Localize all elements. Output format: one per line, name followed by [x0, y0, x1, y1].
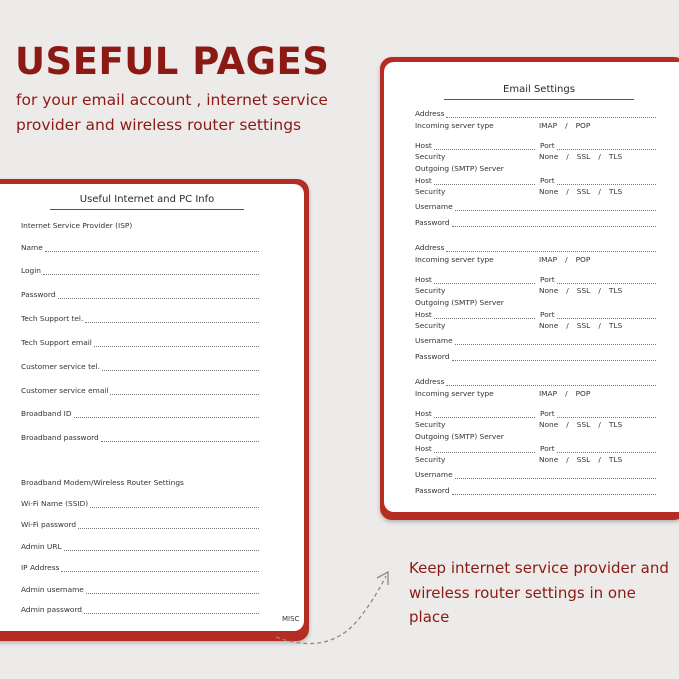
- outgoing-security-options-option: /: [566, 455, 569, 464]
- outgoing-security-options-option: None: [539, 321, 559, 330]
- email-settings-title-underline: [444, 99, 634, 100]
- email-password-field-line[interactable]: [452, 354, 656, 361]
- isp-field-line[interactable]: [58, 292, 259, 299]
- outgoing-host-field: [415, 176, 535, 185]
- outgoing-security-label: Security: [415, 321, 446, 330]
- isp-field: [21, 314, 259, 323]
- isp-field: [21, 290, 259, 299]
- outgoing-host-field-line[interactable]: [434, 178, 535, 185]
- router-field: [21, 520, 259, 529]
- incoming-type-options-option: IMAP: [539, 121, 558, 130]
- incoming-security-options-option: TLS: [608, 152, 623, 161]
- incoming-port-field-label: Port: [540, 275, 555, 284]
- incoming-port-field: [540, 141, 656, 150]
- outgoing-host-field: [415, 444, 535, 453]
- outgoing-port-field-line[interactable]: [557, 446, 656, 453]
- incoming-type-options-option: POP: [575, 389, 591, 398]
- router-field: [21, 605, 259, 614]
- isp-field-line[interactable]: [43, 268, 259, 275]
- email-settings-title: Email Settings: [503, 84, 575, 95]
- email-address-field: [415, 243, 656, 252]
- isp-field: [21, 386, 259, 395]
- isp-field-label: Login: [21, 266, 41, 275]
- incoming-host-field-line[interactable]: [434, 143, 535, 150]
- incoming-type-options-option: /: [565, 121, 568, 130]
- outgoing-security-options: [539, 187, 626, 196]
- isp-field-line[interactable]: [101, 435, 259, 442]
- internet-info-title: Useful Internet and PC Info: [79, 194, 215, 205]
- outgoing-server-label: Outgoing (SMTP) Server: [415, 164, 504, 173]
- router-field-line[interactable]: [64, 544, 259, 551]
- isp-field-label: Password: [21, 290, 56, 299]
- incoming-port-field: [540, 275, 656, 284]
- outgoing-security-options-option: None: [539, 187, 559, 196]
- email-password-field-line[interactable]: [452, 488, 656, 495]
- email-password-field: [415, 352, 656, 361]
- incoming-security-label: Security: [415, 152, 446, 161]
- outgoing-security-options-option: SSL: [576, 187, 591, 196]
- incoming-port-field-line[interactable]: [557, 277, 656, 284]
- isp-field: [21, 243, 259, 252]
- isp-field-label: Broadband ID: [21, 409, 72, 418]
- incoming-type-options-option: IMAP: [539, 389, 558, 398]
- incoming-host-field-label: Host: [415, 275, 432, 284]
- email-address-field-label: Address: [415, 377, 445, 386]
- isp-field-line[interactable]: [45, 245, 259, 252]
- incoming-type-options: [539, 255, 594, 264]
- router-field-label: Admin URL: [21, 542, 62, 551]
- router-field: [21, 499, 259, 508]
- outgoing-security-options-option: /: [598, 187, 601, 196]
- isp-field-label: Customer service email: [21, 386, 109, 395]
- incoming-security-options-option: /: [598, 152, 601, 161]
- incoming-port-field-line[interactable]: [557, 143, 656, 150]
- outgoing-host-field: [415, 310, 535, 319]
- internet-info-notebook: [0, 179, 309, 641]
- incoming-server-type-label: Incoming server type: [415, 255, 494, 264]
- isp-field-line[interactable]: [85, 316, 259, 323]
- isp-field-line[interactable]: [102, 364, 259, 371]
- incoming-security-options-option: TLS: [608, 286, 623, 295]
- isp-field-line[interactable]: [110, 388, 259, 395]
- outgoing-host-field-line[interactable]: [434, 446, 535, 453]
- outgoing-security-options-option: /: [566, 187, 569, 196]
- email-password-field-label: Password: [415, 218, 450, 227]
- router-field-label: Wi-Fi Name (SSID): [21, 499, 89, 508]
- incoming-security-options-option: None: [539, 152, 559, 161]
- email-password-field-label: Password: [415, 486, 450, 495]
- isp-field: [21, 266, 259, 275]
- incoming-security-options: [539, 286, 626, 295]
- isp-field: [21, 338, 259, 347]
- outgoing-security-options: [539, 455, 626, 464]
- incoming-host-field-line[interactable]: [434, 411, 535, 418]
- incoming-type-options-option: /: [565, 255, 568, 264]
- outgoing-port-field: [540, 176, 656, 185]
- router-field-line[interactable]: [61, 565, 259, 572]
- router-field: [21, 563, 259, 572]
- incoming-security-options-option: /: [566, 152, 569, 161]
- outgoing-port-field: [540, 310, 656, 319]
- outgoing-host-field-label: Host: [415, 444, 432, 453]
- email-username-field-line[interactable]: [455, 472, 656, 479]
- outgoing-port-field-label: Port: [540, 444, 555, 453]
- router-field-label: Admin password: [21, 605, 82, 614]
- incoming-type-options-option: POP: [575, 255, 591, 264]
- incoming-security-options: [539, 152, 626, 161]
- isp-field-label: Broadband password: [21, 433, 99, 442]
- outgoing-security-options-option: /: [598, 321, 601, 330]
- outgoing-security-options-option: SSL: [576, 321, 591, 330]
- email-username-field: [415, 470, 656, 479]
- incoming-host-field-label: Host: [415, 141, 432, 150]
- email-password-field: [415, 218, 656, 227]
- router-field-line[interactable]: [78, 522, 259, 529]
- page-headline: USEFUL PAGES: [15, 40, 330, 83]
- incoming-security-options-option: /: [598, 286, 601, 295]
- misc-tab-label: MISC: [282, 615, 300, 623]
- incoming-security-options-option: TLS: [608, 420, 623, 429]
- email-address-field-label: Address: [415, 109, 445, 118]
- isp-field-label: Tech Support tel.: [21, 314, 84, 323]
- router-heading: Broadband Modem/Wireless Router Settings: [21, 478, 184, 487]
- email-settings-notebook: [380, 57, 679, 520]
- incoming-type-options: [539, 121, 594, 130]
- email-address-field: [415, 109, 656, 118]
- dashed-curved-arrow-icon: [270, 560, 410, 650]
- incoming-security-options-option: /: [598, 420, 601, 429]
- incoming-security-options-option: SSL: [576, 152, 591, 161]
- incoming-port-field: [540, 409, 656, 418]
- router-field-line[interactable]: [90, 501, 259, 508]
- isp-field-label: Name: [21, 243, 43, 252]
- incoming-type-options: [539, 389, 594, 398]
- outgoing-security-label: Security: [415, 187, 446, 196]
- email-password-field-line[interactable]: [452, 220, 656, 227]
- outgoing-security-options: [539, 321, 626, 330]
- outgoing-port-field-line[interactable]: [557, 178, 656, 185]
- router-field-label: IP Address: [21, 563, 60, 572]
- incoming-security-options-option: None: [539, 420, 559, 429]
- incoming-security-options-option: SSL: [576, 420, 591, 429]
- incoming-host-field: [415, 275, 535, 284]
- isp-field-line[interactable]: [94, 340, 259, 347]
- email-address-field-line[interactable]: [446, 111, 656, 118]
- incoming-host-field: [415, 141, 535, 150]
- router-field: [21, 585, 259, 594]
- email-username-field: [415, 336, 656, 345]
- isp-field-label: Customer service tel.: [21, 362, 100, 371]
- email-settings-page: [384, 62, 679, 512]
- isp-field: [21, 433, 259, 442]
- incoming-security-options-option: /: [566, 420, 569, 429]
- isp-field-line[interactable]: [74, 411, 259, 418]
- outgoing-security-options-option: /: [566, 321, 569, 330]
- email-username-field-label: Username: [415, 202, 453, 211]
- incoming-security-options-option: /: [566, 286, 569, 295]
- outgoing-security-options-option: TLS: [608, 321, 623, 330]
- outgoing-port-field: [540, 444, 656, 453]
- email-username-field-line[interactable]: [455, 204, 656, 211]
- isp-field: [21, 409, 259, 418]
- email-username-field-label: Username: [415, 336, 453, 345]
- incoming-security-options-option: SSL: [576, 286, 591, 295]
- outgoing-security-options-option: None: [539, 455, 559, 464]
- outgoing-host-field-label: Host: [415, 176, 432, 185]
- incoming-security-options-option: None: [539, 286, 559, 295]
- outgoing-security-label: Security: [415, 455, 446, 464]
- caption-text: Keep internet service provider and wireless router settings in one place: [409, 559, 669, 626]
- incoming-security-options: [539, 420, 626, 429]
- outgoing-security-options-option: TLS: [608, 455, 623, 464]
- email-username-field-label: Username: [415, 470, 453, 479]
- incoming-host-field-line[interactable]: [434, 277, 535, 284]
- router-field-label: Wi-Fi password: [21, 520, 77, 529]
- outgoing-port-field-label: Port: [540, 176, 555, 185]
- isp-field-label: Tech Support email: [21, 338, 92, 347]
- incoming-port-field-line[interactable]: [557, 411, 656, 418]
- isp-field: [21, 362, 259, 371]
- internet-info-page: [0, 184, 304, 631]
- email-username-field: [415, 202, 656, 211]
- email-address-field: [415, 377, 656, 386]
- incoming-security-label: Security: [415, 286, 446, 295]
- incoming-security-label: Security: [415, 420, 446, 429]
- router-field-line[interactable]: [84, 607, 259, 614]
- outgoing-host-field-label: Host: [415, 310, 432, 319]
- incoming-host-field: [415, 409, 535, 418]
- incoming-type-options-option: POP: [575, 121, 591, 130]
- email-address-field-label: Address: [415, 243, 445, 252]
- email-username-field-line[interactable]: [455, 338, 656, 345]
- incoming-server-type-label: Incoming server type: [415, 121, 494, 130]
- isp-heading: Internet Service Provider (ISP): [21, 221, 133, 230]
- outgoing-host-field-line[interactable]: [434, 312, 535, 319]
- incoming-type-options-option: IMAP: [539, 255, 558, 264]
- router-field: [21, 542, 259, 551]
- email-address-field-line[interactable]: [446, 245, 656, 252]
- incoming-server-type-label: Incoming server type: [415, 389, 494, 398]
- router-field-line[interactable]: [86, 587, 259, 594]
- incoming-type-options-option: /: [565, 389, 568, 398]
- incoming-port-field-label: Port: [540, 409, 555, 418]
- outgoing-security-options-option: TLS: [608, 187, 623, 196]
- page-subtitle: for your email account , internet service provider and wireless router settings: [16, 91, 328, 134]
- outgoing-port-field-label: Port: [540, 310, 555, 319]
- outgoing-security-options-option: /: [598, 455, 601, 464]
- outgoing-port-field-line[interactable]: [557, 312, 656, 319]
- email-password-field: [415, 486, 656, 495]
- incoming-port-field-label: Port: [540, 141, 555, 150]
- incoming-host-field-label: Host: [415, 409, 432, 418]
- outgoing-server-label: Outgoing (SMTP) Server: [415, 298, 504, 307]
- outgoing-security-options-option: SSL: [576, 455, 591, 464]
- email-address-field-line[interactable]: [446, 379, 656, 386]
- internet-info-title-underline: [50, 209, 244, 210]
- router-field-label: Admin username: [21, 585, 84, 594]
- email-password-field-label: Password: [415, 352, 450, 361]
- outgoing-server-label: Outgoing (SMTP) Server: [415, 432, 504, 441]
